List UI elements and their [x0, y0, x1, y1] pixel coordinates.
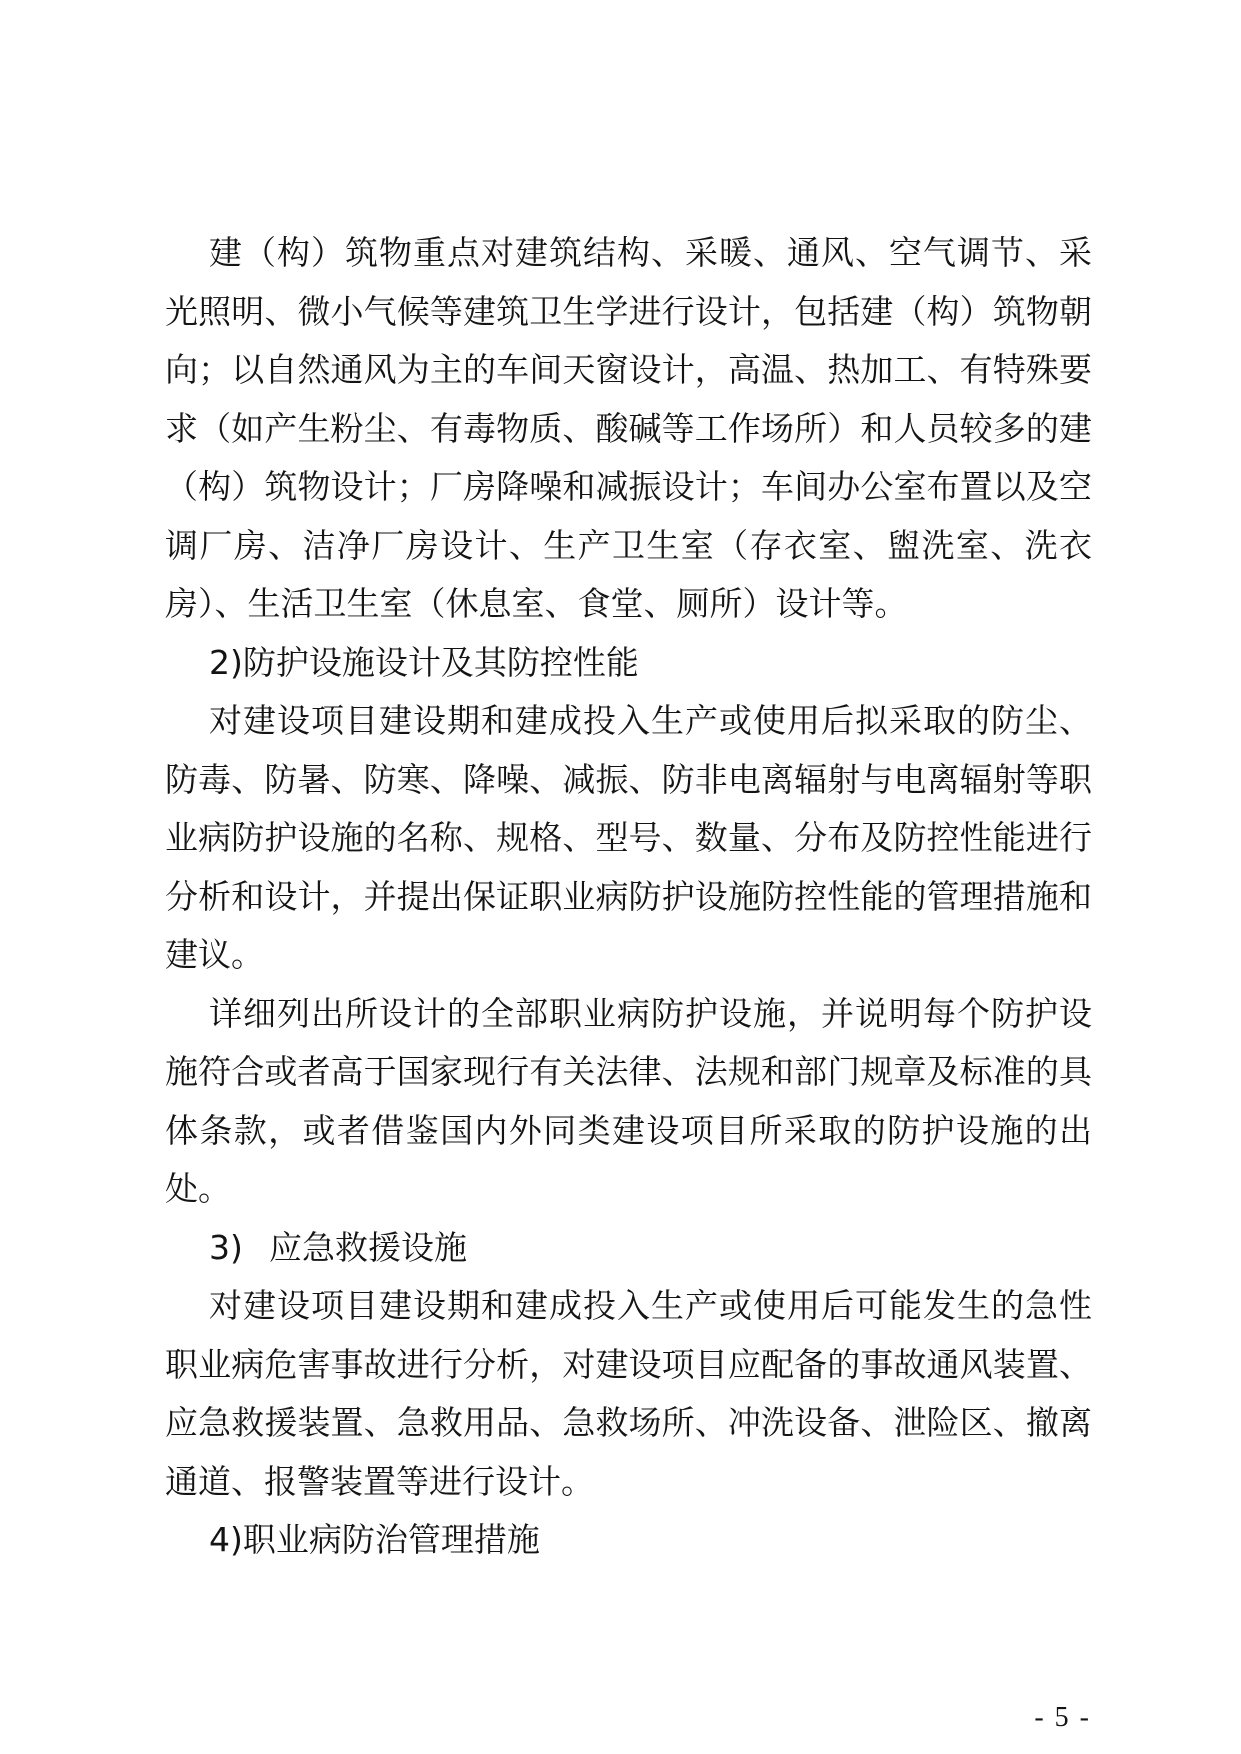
page-number: - 5 - [1034, 1702, 1091, 1733]
paragraph-emergency-rescue: 对建设项目建设期和建成投入生产或使用后可能发生的急性职业病危害事故进行分析，对建设项目应配备的事故通风装置、应急救援装置、急救用品、急救场所、冲洗设备、泄险区、撤离通道、报警装置等进行设计。 [165, 1286, 1092, 1501]
paragraph-building-design: 建（构）筑物重点对建筑结构、采暖、通风、空气调节、采光照明、微小气候等建筑卫生学进行设计，包括建（构）筑物朝向；以自然通风为主的车间天窗设计，高温、热加工、有特殊要求（如产生粉尘、有毒物质、酸碱等工作场所）和人员较多的建（构）筑物设计；厂房降噪和减振设计；车间办公室布置以及空调厂房、洁净厂房设计、生产卫生室（存衣室、盥洗室、洗衣房）、生活卫生室（休息室、食堂、厕所）设计等。 [165, 233, 1092, 623]
section-title: 职业病防治管理措施 [242, 1520, 540, 1559]
section-number: 3) [209, 1227, 243, 1267]
section-number: 4) [209, 1520, 243, 1559]
paragraph-facility-list: 详细列出所设计的全部职业病防护设施，并说明每个防护设施符合或者高于国家现行有关法律、法规和部门规章及标准的具体条款，或者借鉴国内外同类建设项目所采取的防护设施的出处。 [165, 993, 1092, 1208]
paragraph-protective-facilities: 对建设项目建设期和建成投入生产或使用后拟采取的防尘、防毒、防暑、防寒、降噪、减振、防非电离辐射与电离辐射等职业病防护设施的名称、规格、型号、数量、分布及防控性能进行分析和设计，并提出保证职业病防护设施防控性能的管理措施和建议。 [165, 701, 1092, 974]
section-heading-management-measures [165, 1511, 1092, 1570]
section-heading-emergency-rescue [165, 1219, 1092, 1278]
section-title: 防护设施设计及其防控性能 [242, 642, 639, 682]
section-title: 应急救援设施 [269, 1227, 467, 1267]
section-number: 2) [209, 642, 243, 682]
document-body [165, 224, 1092, 1570]
section-heading-protective-facilities [165, 634, 1092, 693]
